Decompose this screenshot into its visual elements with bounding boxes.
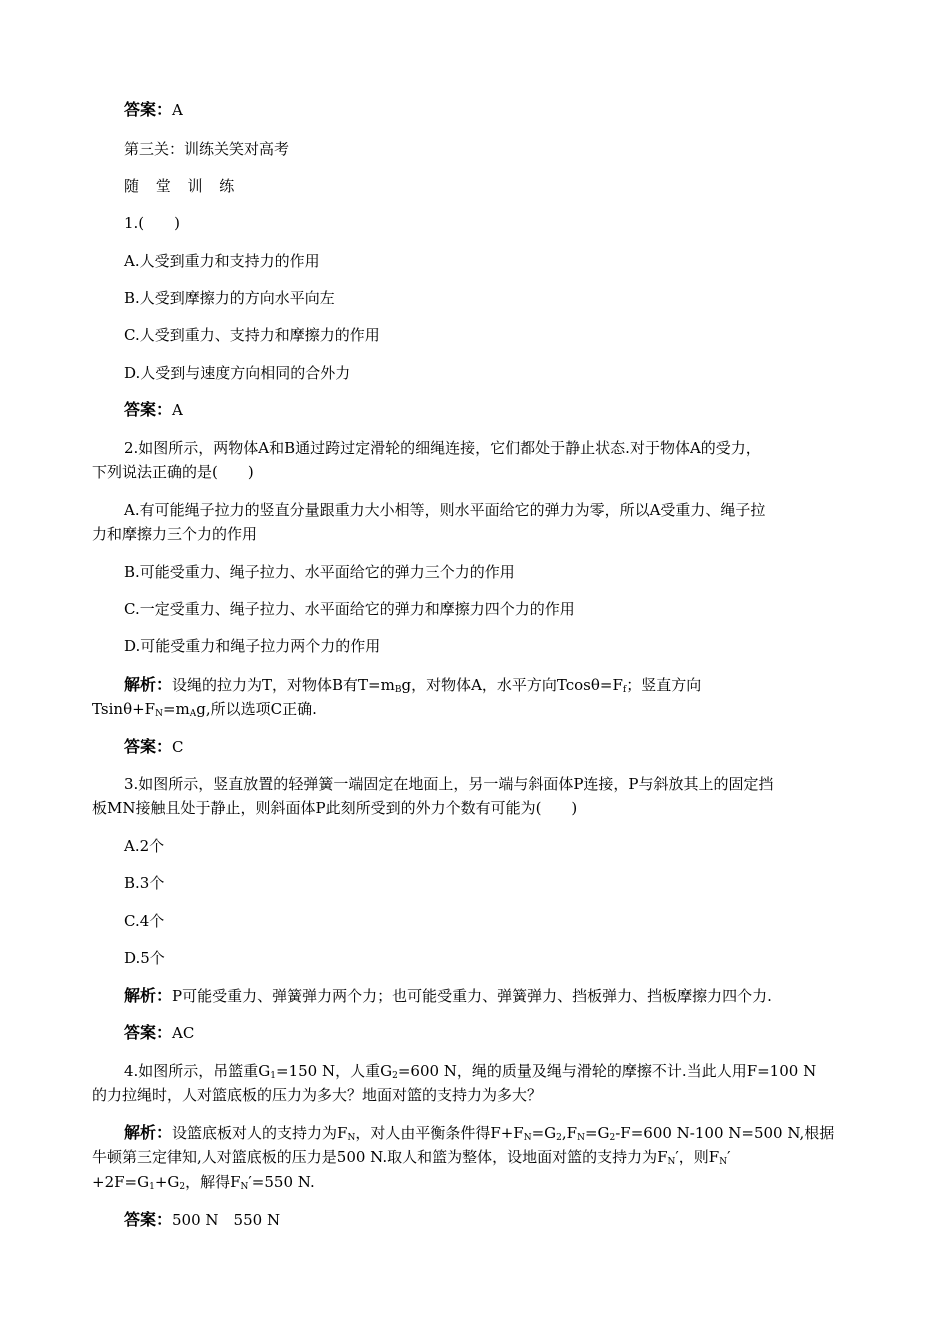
solution-label: 解析：: [124, 986, 173, 1005]
solution-4-cont: 牛顿第三定律知,人对篮底板的压力是500 N.取人和篮为整体，设地面对篮的支持力为$F_N'$，则$F_N'$: [92, 1148, 731, 1167]
question-3-stem-cont: 板MN接触且处于静止，则斜面体P此刻所受到的外力个数有可能为( ): [92, 799, 578, 817]
answer-line: [124, 98, 183, 122]
solution-2: 解析：设绳的拉力为T，对物体B有$T=m_Bg$，对物体A，水平方向$Tcos\theta=F_f$；竖直方向: [124, 675, 702, 695]
question-2-option-b: B.可能受重力、绳子拉力、水平面给它的弹力三个力的作用: [124, 563, 515, 581]
question-2-stem: 2.如图所示，两物体A和B通过跨过定滑轮的细绳连接，它们都处于静止状态.对于物体A的受力，: [124, 439, 761, 457]
question-1-option-d: D.人受到与速度方向相同的合外力: [124, 364, 351, 382]
answer-value: A: [172, 101, 183, 119]
question-3-option-c: C.4个: [124, 912, 165, 930]
solution-4: 解析：设篮底板对人的支持力为$F_N$，对人由平衡条件得$F+F_N=G_2,F_N=G_2-F=600$ N-100 N=500 N,根据: [124, 1123, 835, 1143]
solution-label: 解析：: [124, 675, 173, 694]
solution-3: 解析：P可能受重力、弹簧弹力两个力；也可能受重力、弹簧弹力、挡板弹力、挡板摩擦力四个力.: [124, 986, 772, 1005]
answer-label: 答案：: [124, 100, 173, 119]
question-3-option-b: B.3个: [124, 874, 165, 892]
answer-value: 500 N 550 N: [172, 1211, 281, 1229]
question-3-option-a: A.2个: [124, 837, 165, 855]
question-4-stem-cont: 的力拉绳时，人对篮底板的压力为多大？地面对篮的支持力为多大？: [92, 1086, 543, 1104]
question-1-option-c: C.人受到重力、支持力和摩擦力的作用: [124, 326, 380, 344]
question-1-option-a: A.人受到重力和支持力的作用: [124, 252, 320, 270]
answer-value: C: [172, 738, 184, 756]
answer-label: 答案：: [124, 737, 173, 756]
solution-2-cont: $Tsin\theta+F_N=m_Ag$,所以选项C正确.: [92, 700, 317, 719]
question-2-option-a-cont: 力和摩擦力三个力的作用: [92, 525, 258, 543]
answer-value: A: [172, 401, 183, 419]
answer-line: [124, 1021, 194, 1045]
question-3-stem: 3.如图所示，竖直放置的轻弹簧一端固定在地面上，另一端与斜面体P连接，P与斜放其上的固定挡: [124, 775, 774, 793]
solution-label: 解析：: [124, 1123, 173, 1142]
question-3-option-d: D.5个: [124, 949, 165, 967]
answer-label: 答案：: [124, 1210, 173, 1229]
question-4-stem: 4.如图所示，吊篮重$G_1=150$ N，人重$G_2=600$ N，绳的质量及绳与滑轮的摩擦不计.当此人用F=100 N: [124, 1062, 817, 1081]
question-2-option-a: A.有可能绳子拉力的竖直分量跟重力大小相等，则水平面给它的弹力为零，所以A受重力、绳子拉: [124, 501, 766, 519]
question-2-stem-cont: 下列说法正确的是( ): [92, 463, 254, 481]
question-1-option-b: B.人受到摩擦力的方向水平向左: [124, 289, 335, 307]
answer-value: AC: [172, 1024, 195, 1042]
answer-line: [124, 735, 184, 759]
question-1-stem: 1.( ): [124, 214, 181, 232]
answer-label: 答案：: [124, 1023, 173, 1042]
answer-line: [124, 398, 183, 422]
question-2-option-c: C.一定受重力、绳子拉力、水平面给它的弹力和摩擦力四个力的作用: [124, 600, 575, 618]
question-2-option-d: D.可能受重力和绳子拉力两个力的作用: [124, 637, 381, 655]
answer-line: [124, 1208, 280, 1232]
practice-title: 随 堂 训 练: [124, 177, 241, 195]
section-title: 第三关：训练关笑对高考: [124, 140, 290, 158]
answer-label: 答案：: [124, 400, 173, 419]
solution-4-cont: $+2F=G_1+G_2$，解得$F_N'=550$ N.: [92, 1173, 315, 1192]
